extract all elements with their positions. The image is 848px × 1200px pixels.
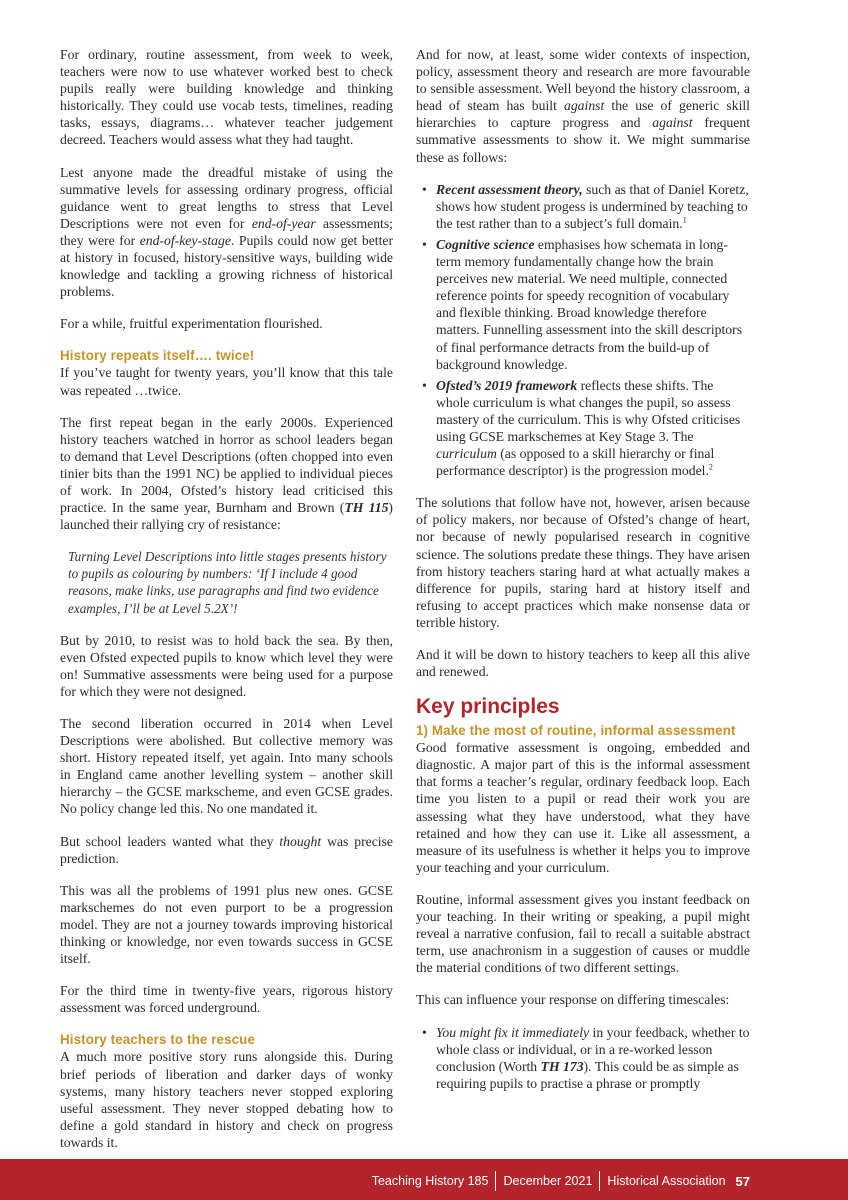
paragraph: The solutions that follow have not, however, arisen because of policy makers, nor because of Ofsted’s change of heart, nor because of newly popularised research in cognitive science. The solutions predate these things. They have arisen from history teachers staring hard at what actually makes a difference for pupils, staring hard at history itself and refusing to accept practices which make nonsense data or terrible history. [416,495,750,630]
paragraph: The second liberation occurred in 2014 when Level Descriptions were abolished. But collective memory was short. History repeated itself, yet again. Into many schools in England came another levelling system – another skill hierarchy – the GCSE markscheme, and even GCSE grades. No policy change led this. No one mandated it. [60,716,393,817]
paragraph: Routine, informal assessment gives you instant feedback on your teaching. In their writing or speaking, a pupil might reveal a narrative confusion, fail to recall a suitable abstract term, use anachronism in a suggestion of causes or muddle the material conditions of two different settings. [416,891,750,976]
right-column [416,46,750,1107]
paragraph: And for now, at least, some wider contexts of inspection, policy, assessment theory and research are more favourable to sensible assessment. Well beyond the history classroom, a head of steam has built against the use of generic skill hierarchies to capture progress and against frequent summative assessments to show it. We might summarise these as follows: [416,47,750,165]
subheading-routine-assessment: 1) Make the most of routine, informal assessment [416,723,736,739]
journal-title: Teaching History 185 [371,1174,489,1188]
paragraph: If you’ve taught for twenty years, you’ll know that this tale was repeated …twice. [60,365,393,398]
page-footer [0,1159,848,1200]
list-item: • You might fix it immediately in your feedback, whether to whole class or individual, or in a re-worked lesson conclusion (Worth TH 173). This could be as simple as requiring pupils to practise a phrase or promptly [416,1024,750,1092]
publisher: Historical Association [607,1174,726,1188]
paragraph: For ordinary, routine assessment, from week to week, teachers were now to use whatever worked best to check pupils really were building knowledge and thinking historically. They could use vocab tests, timelines, reading tasks, essays, diagrams… whatever teacher judgement decreed. Teachers would assess what they had taught. [60,47,393,148]
paragraph: A much more positive story runs alongside this. During brief periods of liberation and darker days of wonky systems, many history teachers never stopped exploring useful assessment. They never stopped debating how to define a gold standard in history and check on progress towards it. [60,1049,393,1150]
footer-divider [495,1171,496,1191]
paragraph: For the third time in twenty-five years, rigorous history assessment was forced underground. [60,983,393,1016]
paragraph: This can influence your response on differing timescales: [416,992,730,1008]
block-quote: Turning Level Descriptions into little stages presents history to pupils as colouring by numbers: ‘If I include 4 good reasons, make links, use paragraphs and find two evidence examples, I’ll be at Level 5.2X’! [68,549,387,616]
list-item: • Ofsted’s 2019 framework reflects these shifts. The whole curriculum is what changes the pupil, so assess mastery of the curriculum. This is why Ofsted criticises using GCSE markschemes at Key Stage 3. The curriculum (as opposed to a skill hierarchy or final performance descriptor) is the progression model.$^2$ [416,377,750,480]
bullet-list [416,1024,750,1092]
paragraph: The first repeat began in the early 2000s. Experienced history teachers watched in horror as school leaders began to demand that Level Descriptions (often chopped into even tinier bits than the 1991 NC) be applied to individual pieces of work. In 2004, Ofsted’s history lead criticised this practice. In the same year, Burnham and Brown (TH 115) launched their rallying cry of resistance: [60,414,393,533]
list-item: • Cognitive science emphasises how schemata in long-term memory fundamentally change how the brain perceives new material. We need multiple, connected reference points for speedy recognition of vocabulary and flexible thinking. Broad knowledge therefore matters. Funnelling assessment into the skill descriptors of final performance detracts from the build-up of background knowledge. [416,236,750,373]
left-column [60,46,393,1151]
section-heading-rescue: History teachers to the rescue [60,1032,256,1048]
footer-divider [599,1171,600,1191]
list-item: • Recent assessment theory, such as that of Daniel Koretz, shows how student progess is undermined by teaching to the test rather than to a subject’s full domain.$^1$ [416,181,750,232]
bullet-list [416,181,750,480]
paragraph: But school leaders wanted what they thought was precise prediction. [60,833,394,866]
paragraph: Lest anyone made the dreadful mistake of using the summative levels for assessing ordinary progress, official guidance went to great lengths to stress that Level Descriptions were not even for end-of-year assessments; they were for end-of-key-stage. Pupils could now get better at history in focused, history-sensitive ways, building wide knowledge and tackling a growing richness of historical problems. [60,164,394,300]
heading-key-principles: Key principles [416,695,560,719]
paragraph: This was all the problems of 1991 plus new ones. GCSE markschemes do not even purport to be a progression model. They are not a journey towards improving historical thinking or knowledge, nor even towards success in GCSE itself. [60,882,393,967]
paragraph: Good formative assessment is ongoing, embedded and diagnostic. A major part of this is the informal assessment that forms a teacher’s regular, ordinary feedback loop. Each time you listen to a pupil or read their work you are assessing what they have understood, what they have retained and how they can use it. Like all assessment, a measure of its usefulness is whether it helps you to improve your teaching and your curriculum. [416,740,750,875]
page-number: 57 [735,1173,750,1189]
section-heading-history-repeats: History repeats itself…. twice! [60,348,255,364]
paragraph: For a while, fruitful experimentation flourished. [60,316,323,332]
paragraph: And it will be down to history teachers to keep all this alive and renewed. [416,647,750,680]
paragraph: But by 2010, to resist was to hold back the sea. By then, even Ofsted expected pupils to know which level they were on! Summative assessments were being used for a purpose for which they were not designed. [60,632,393,699]
issue-date: December 2021 [503,1174,593,1188]
